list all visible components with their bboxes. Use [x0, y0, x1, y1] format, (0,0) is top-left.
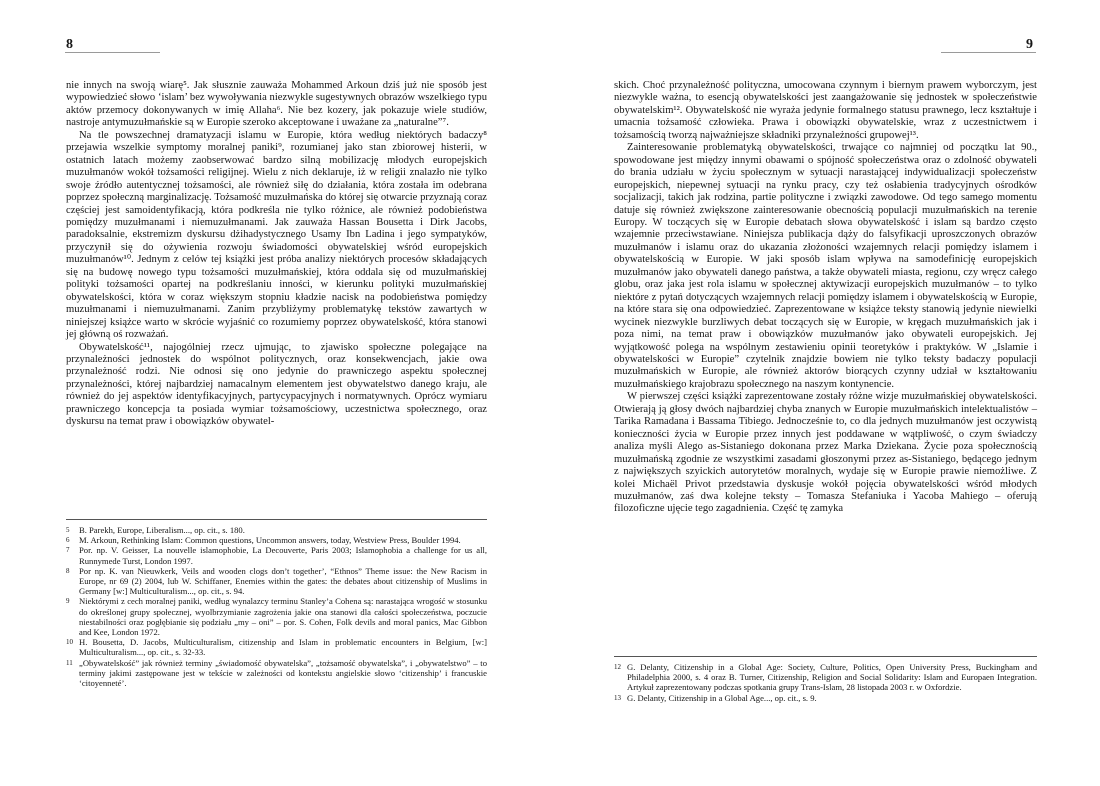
- footnote: [66, 535, 487, 545]
- footnotes: [614, 662, 1037, 703]
- footnote: [66, 525, 487, 535]
- footnote: [66, 566, 487, 597]
- footnote-number: 8: [66, 566, 70, 575]
- footnote-number: 10: [66, 638, 73, 647]
- body-text: [66, 80, 487, 429]
- header-rule: [65, 52, 160, 53]
- footnote-text: G. Delanty, Citizenship in a Global Age..., op. cit., s. 9.: [627, 692, 817, 703]
- page-number: 9: [1026, 37, 1033, 52]
- footnote: [66, 596, 487, 637]
- footnote-text: M. Arkoun, Rethinking Islam: Common questions, Uncommon answers, today, Westview Press, Boulder 1994.: [79, 535, 461, 546]
- body-text: [614, 80, 1037, 516]
- page-number: 8: [66, 37, 73, 52]
- footnote-number: 5: [66, 526, 70, 534]
- footnote: [66, 658, 487, 689]
- footnote-number: 7: [66, 546, 70, 555]
- footnote-number: 9: [66, 597, 70, 606]
- footnote-number: 11: [66, 658, 73, 667]
- footnote-rule: [66, 519, 487, 520]
- footnote-text: Por. np. V. Geisser, La nouvelle islamophobie, La Decouverte, Paris 2003; Islamophobia a challenge for us all, Runnymede Turst, London 1997.: [79, 545, 487, 566]
- footnote-text: G. Delanty, Citizenship in a Global Age: Society, Culture, Politics, Open University Press, Buckingham and Philadelphia 2000, s. 4 oraz B. Turner, Citizenship, Religion and Social Solidarity: Islam and Europaen Integration. Artykuł zaprezentowany podczas spotkania grupy Trans-Islam, 28 listopada 2003 r. w Oxfordzie.: [627, 662, 1037, 693]
- paragraph: W pierwszej części książki zaprezentowane zostały różne wizje muzułmańskiej obywatelskości. Otwierają ją głosy dwóch najbardziej chyba znanych w Europie muzułmańskich intelektualistów – Tarika Ramadana i Bassama Tibiego. Jednocześnie to, co dla jednych muzułmanów jest oczywistą konieczności życia w Europie przez innych jest poddawane w wątpliwość, o czym świadczy analiza myśli Alego as-Sistaniego dokonana przez Marka Dziekana. Życie poza społecznością muzułmańską zgodnie ze wszystkimi zasadami głoszonymi przez as-Sistaniego, będącego jednym z największych szyickich autorytetów moralnych, wydaje się w Europie prawie niemożliwe. Z kolei Michaël Privot przedstawia dyskusje wokół pojęcia obywatelskości wśród młodych muzułmanów, zaś dwa kolejne teksty – Tomasza Stefaniuka i Yacoba Mahiego – oferują filozoficzne ujęcie tego zagadnienia. Część tę zamyka: [614, 391, 1037, 515]
- paragraph: skich. Choć przynależność polityczna, umocowana czynnym i biernym prawem wyborczym, jest niezwykle ważna, to esencją obywatelskości jest zaangażowanie się jednostek w społeczeństwie obywatelskim¹². Obywatelskość nie wyraża jedynie formalnego statusu prawnego, lecz kształtuje i umacnia tożsamość człowieka. Prawa i obowiązki obywatelskie, wraz z uczestnictwem i tożsamością tworzą najważniejsze składniki przynależności grupowej¹³.: [614, 80, 1037, 141]
- footnote-text: „Obywatelskość” jak również terminy „świadomość obywatelska”, „tożsamość obywatelska”, i „obywatelstwo” – to terminy jakimi zastępowane jest w tekście w zależności od kontekstu angielskie słowo ‘citizenship’ i francuskie ‘citoyenneté’.: [79, 657, 487, 689]
- footnote-text: B. Parekh, Europe, Liberalism..., op. cit., s. 180.: [79, 525, 245, 535]
- right-page: [550, 0, 1100, 786]
- footnote-text: Niektórymi z cech moralnej paniki, według wynalazcy terminu Stanley’a Cohena są: narastająca wrogość w stosunku do określonej grupy społecznej, wyolbrzymianie zagrożenia jakie ona stanowi dla całości społeczeństwa, poczucie niestabilności oraz pogłębianie się podziału „my – oni” – por. S. Cohen, Folk devils and moral panics, Mac Gibbon and Kee, London 1972.: [79, 596, 487, 638]
- footnote-rule: [614, 656, 1037, 657]
- footnote: [614, 662, 1037, 693]
- footnotes: [66, 525, 487, 688]
- paragraph: Na tle powszechnej dramatyzacji islamu w Europie, która według niektórych badaczy⁸ przejawia wszelkie symptomy moralnej paniki⁹, rozumianej jako stan zbiorowej histerii, w ostatnich latach możemy zaobserwować bardzo silną mobilizację młodych europejskich muzułmanów wokół tożsamości religijnej. Wielu z nich deklaruje, iż w religii znalazło nie tylko swoje źródło autentycznej tożsamości, ale również siłę do działania, która została im odebrana poprzez społeczną marginalizację. Tożsamość muzułmańska do której się otwarcie przyznają coraz częściej jest samoidentyfikacją, która podkreśla nie tylko różnice, ale również podobieństwa pomiędzy muzułmanami i niemuzułmanami. Jak zauważa Hassan Bousetta i Dirk Jacobs, paradoksalnie, ekstremizm dyskursu dżihadystycznego Usamy Ibn Ladina i jego sympatyków, przyczynił się do ożywienia rozwoju świadomości obywatelskiej wśród europejskich muzułmanów¹⁰. Jednym z celów tej książki jest próba analizy niektórych procesów składających się na budowę nowego typu tożsamości muzułmańskiej, która oddala się od muzułmańskiej polityki tożsamości opartej na podkreślaniu inności, w kierunku polityki muzułmańskiej obywatelskości, która w coraz większym stopniu kładzie nacisk na podobieństwa pomiędzy muzułmanami i niemuzułmanami. Zanim przybliżymy problematykę tekstów zawartych w niniejszej książce warto w skrócie wyjaśnić co rozumiemy poprzez obywatelskość, która stanowi jej główną oś rozważań.: [66, 129, 487, 341]
- header-rule: [941, 52, 1036, 53]
- footnote: [66, 637, 487, 657]
- footnote-number: 12: [614, 663, 621, 671]
- footnote-number: 6: [66, 536, 70, 545]
- footnote-text: H. Bousetta, D. Jacobs, Multiculturalism, citizenship and Islam in problematic encounters in Belgium, [w:] Multiculturalism..., op. cit., s. 32-33.: [79, 637, 487, 658]
- paragraph: Zainteresowanie problematyką obywatelskości, trwające co najmniej od początku lat 90., spowodowane jest między innymi obawami o spójność społeczeństwa oraz o zdolność obywateli do brania udziału w życiu społecznym w sytuacji narastającej indywidualizacji społeczeństw europejskich, niepewnej sytuacji na rynku pracy, czy też osłabienia tradycyjnych ośrodków socjalizacji, takich jak rodzina, partie polityczne i związki zawodowe. Od tego samego momentu datuje się również zwiększone zainteresowanie obecnością populacji muzułmańskich na terenie Europy. W toczących się w Europie debatach słowa obywatelskość i islam są bardzo często wzajemnie przeciwstawiane. Niniejsza publikacja dąży do falsyfikacji uproszczonych obrazów muzułmanów i islamu oraz do ukazania złożoności wzajemnych relacji pomiędzy islamem i obywatelskością w Europie. W jaki sposób islam wpływa na samodefinicję europejskich muzułmanów jako obywateli danego państwa, a także obywateli miasta, regionu, czy wręcz całego globu, oraz jaka jest rola islamu w społecznej aktywizacji europejskich muzułmanów – to tylko niektóre z pytań dotyczących wzajemnych relacji pomiędzy islamem i obywatelskością w Europie, na które stara się ona odpowiedzieć. Zaprezentowane w książce teksty stanowią jedynie niewielki wycinek niezwykle burzliwych debat toczących się w Europie, w kręgach muzułmańskich jak i poza nimi, na temat praw i obowiązków muzułmanów jako obywateli europejskich. Jej wyjątkowość polega na wspólnym zestawieniu opinii teoretyków i praktyków. W „Islamie i obywatelskości w Europie” czytelnik znajdzie bowiem nie tylko teksty badaczy populacji muzułmańskich w Europie, ale również aktorów biorących czynny udział w kształtowaniu muzułmańskiego krajobrazu społecznego na naszym kontynencie.: [614, 142, 1037, 390]
- paragraph: Obywatelskość¹¹, najogólniej rzecz ujmując, to zjawisko społeczne polegające na przynależności jednostek do wspólnot politycznych, oraz konsekwencjach, jakie owa przynależność rodzi. Nie odnosi się ono jedynie do prawniczego aspektu społecznej przynależności, której najbardziej namacalnym elementem jest obywatelstwo danego kraju, ale również do jej aspektów identyfikacyjnych, partycypacyjnych i normatywnych. Oprócz wymiaru prawniczego koncepcja ta posiada wymiar tożsamościowy, uczestnictwa społecznego, oraz dyskursu na temat praw i obowiązków obywatel-: [66, 341, 487, 428]
- footnote-text: Por np. K. van Nieuwkerk, Veils and wooden clogs don’t together’, “Ethnos” Theme issue: the New Racism in Europe, nr 69 (2) 2004, lub W. Schiffaner, Enemies within the gates: the debates about citizenship of Muslims in Germany [w:] Multiculturalism..., op. cit., s. 94.: [79, 565, 487, 597]
- footnote: [614, 693, 1037, 703]
- footnote-number: 13: [614, 693, 621, 702]
- footnote: [66, 545, 487, 565]
- paragraph: nie innych na swoją wiarę⁵. Jak słusznie zauważa Mohammed Arkoun dziś już nie sposób jest wypowiedzieć słowo ‘islam’ bez wywoływania niezwykle sugestywnych obrazów wszelkiego typu aktów przemocy dokonywanych w imię Allaha⁶. Nie bez kozery, jak pokazuje wiele studiów, nastroje antymuzułmańskie są w Europie szeroko akceptowane i uważane za „naturalne”⁷.: [66, 80, 487, 129]
